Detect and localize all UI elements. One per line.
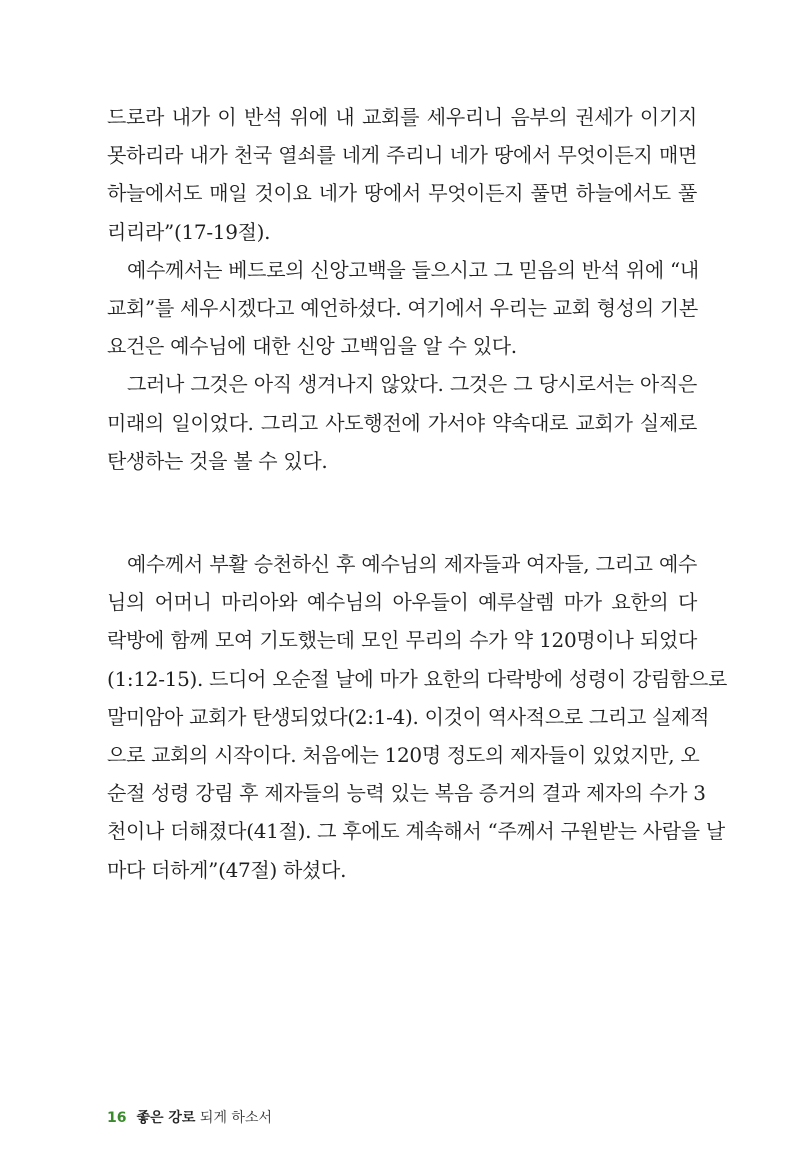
page-footer bbox=[107, 1108, 272, 1128]
book-title-rest: 되게 하소서 bbox=[195, 1110, 272, 1126]
text-line: 마다 더하게”(47절) 하셨다. bbox=[107, 857, 347, 882]
text-line: 으로 교회의 시작이다. 처음에는 120명 정도의 제자들이 있었지만, 오 bbox=[107, 742, 700, 767]
text-line: 미래의 일이었다. 그리고 사도행전에 가서야 약속대로 교회가 실제로 bbox=[107, 410, 697, 435]
text-line: 못하리라 내가 천국 열쇠를 네게 주리니 네가 땅에서 무엇이든지 매면 bbox=[107, 143, 697, 168]
body-text-group-1 bbox=[107, 98, 697, 480]
text-line: (1:12-15). 드디어 오순절 날에 마가 요한의 다락방에 성령이 강림함으로 bbox=[107, 666, 728, 691]
body-text-group-2 bbox=[107, 545, 728, 889]
text-line: 리리라”(17-19절). bbox=[107, 219, 271, 244]
text-line: 순절 성령 강림 후 제자들의 능력 있는 복음 증거의 결과 제자의 수가 3 bbox=[107, 781, 706, 806]
text-line: 그러나 그것은 아직 생겨나지 않았다. 그것은 그 당시로서는 아직은 bbox=[127, 372, 697, 397]
text-line: 탄생하는 것을 볼 수 있다. bbox=[107, 448, 328, 473]
text-line: 요건은 예수님에 대한 신앙 고백임을 알 수 있다. bbox=[107, 334, 517, 359]
text-line: 드로라 내가 이 반석 위에 내 교회를 세우리니 음부의 권세가 이기지 bbox=[107, 105, 697, 129]
text-line: 님의 어머니 마리아와 예수님의 아우들이 예루살렘 마가 요한의 다 bbox=[107, 590, 697, 615]
text-line: 예수께서 부활 승천하신 후 예수님의 제자들과 여자들, 그리고 예수 bbox=[127, 552, 697, 576]
text-line: 락방에 함께 모여 기도했는데 모인 무리의 수가 약 120명이나 되었다 bbox=[107, 628, 697, 653]
text-line: 교회”를 세우시겠다고 예언하셨다. 여기에서 우리는 교회 형성의 기본 bbox=[107, 295, 698, 320]
page-number: 16 bbox=[107, 1110, 127, 1126]
book-title-emphasis: 좋은 강로 bbox=[136, 1110, 196, 1126]
text-line: 천이나 더해졌다(41절). 그 후에도 계속해서 “주께서 구원받는 사람을 날 bbox=[107, 819, 725, 844]
text-line: 하늘에서도 매일 것이요 네가 땅에서 무엇이든지 풀면 하늘에서도 풀 bbox=[107, 181, 697, 206]
text-line: 말미암아 교회가 탄생되었다(2:1-4). 이것이 역사적으로 그리고 실제적 bbox=[107, 704, 710, 729]
text-line: 예수께서는 베드로의 신앙고백을 들으시고 그 믿음의 반석 위에 “내 bbox=[127, 257, 699, 282]
